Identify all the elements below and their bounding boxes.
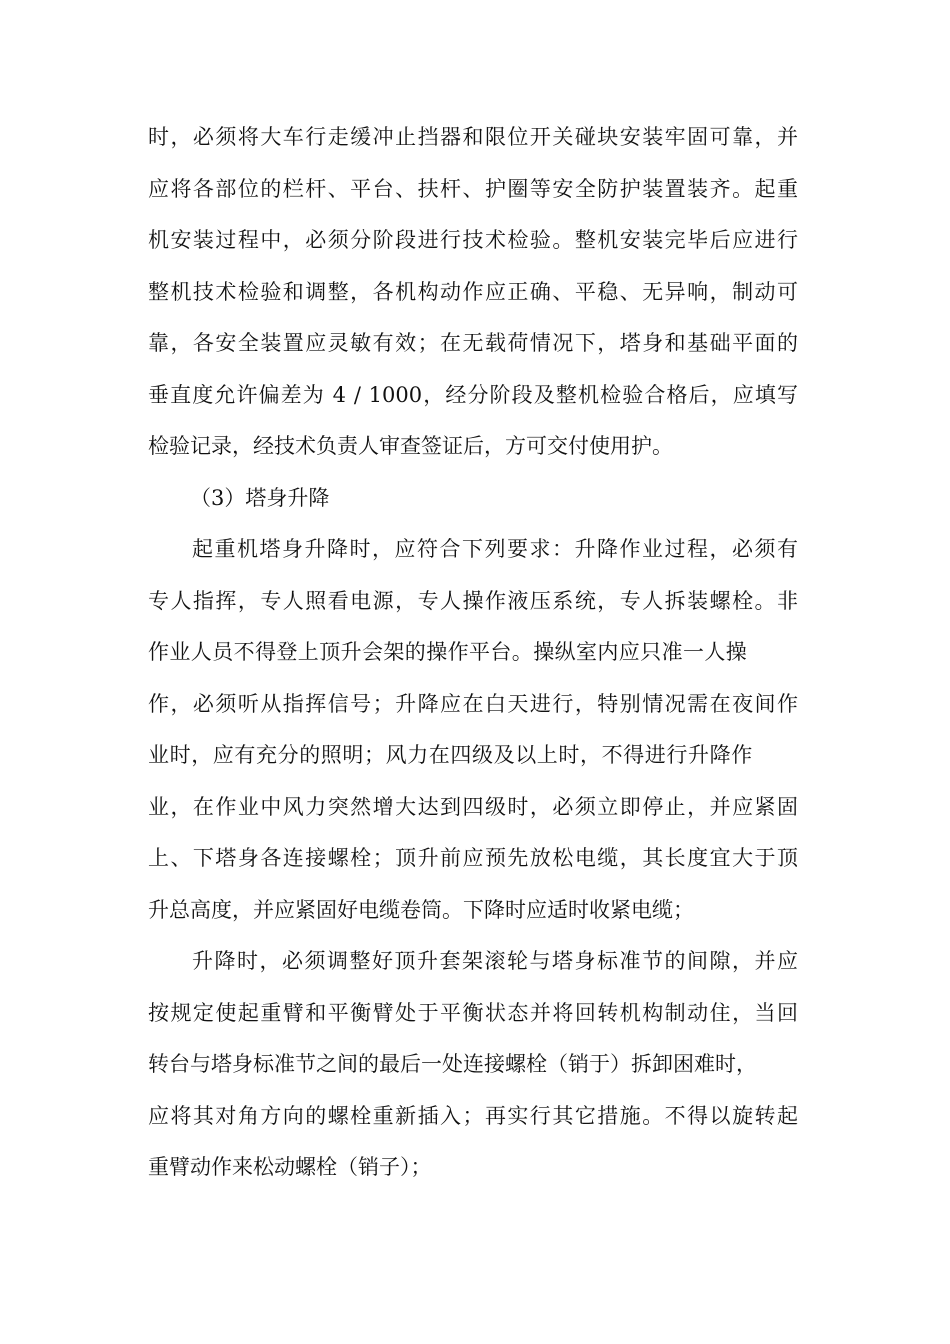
text-line: 升总高度，并应紧固好电缆卷筒。下降时应适时收紧电缆； <box>148 897 694 922</box>
text-line: 靠，各安全装置应灵敏有效；在无载荷情况下，塔身和基础平面的 <box>148 331 798 355</box>
text-line: 按规定使起重臂和平衡臂处于平衡状态并将回转机构制动住，当回 <box>148 1000 798 1025</box>
text-line: 整机技术检验和调整，各机构动作应正确、平稳、无异响，制动可 <box>148 279 798 304</box>
text-line: 专人指挥，专人照看电源，专人操作液压系统，专人拆装螺栓。非 <box>148 588 798 613</box>
text-line: 应将各部位的栏杆、平台、扶杆、护圈等安全防护装置装齐。起重 <box>148 176 798 201</box>
text-line: 转台与塔身标准节之间的最后一处连接螺栓（销于）拆卸困难时， <box>148 1052 757 1076</box>
paragraph-first-line: 升降时，必须调整好顶升套架滚轮与塔身标准节的间隙，并应 <box>192 949 798 973</box>
text-line: 时，必须将大车行走缓冲止挡器和限位开关碰块安装牢固可靠，并 <box>148 125 798 149</box>
text-line: 作业人员不得登上顶升会架的操作平台。操纵室内应只准一人操 <box>148 640 748 664</box>
text-line: 垂直度允许偏差为 4 / 1000，经分阶段及整机检验合格后，应填写 <box>148 382 798 407</box>
text-line: 重臂动作来松动螺栓（销子）； <box>148 1155 432 1179</box>
document-body <box>148 112 798 1194</box>
section-heading: （3）塔身升降 <box>190 485 330 510</box>
text-line: 应将其对角方向的螺栓重新插入；再实行其它措施。不得以旋转起 <box>148 1103 798 1128</box>
paragraph-first-line: 起重机塔身升降时，应符合下列要求：升降作业过程，必须有 <box>192 537 798 561</box>
text-line: 业时，应有充分的照明；风力在四级及以上时，不得进行升降作 <box>148 743 753 767</box>
text-line: 检验记录，经技术负责人审查签证后，方可交付使用护。 <box>148 434 673 458</box>
text-line: 业，在作业中风力突然增大达到四级时，必须立即停止，并应紧固 <box>148 794 798 819</box>
text-line: 上、下塔身各连接螺栓；顶升前应预先放松电缆，其长度宜大于顶 <box>148 846 798 870</box>
text-line: 机安装过程中，必须分阶段进行技术检验。整机安装完毕后应进行 <box>148 228 798 252</box>
text-line: 作，必须听从指挥信号；升降应在白天进行，特别情况需在夜间作 <box>148 691 798 716</box>
